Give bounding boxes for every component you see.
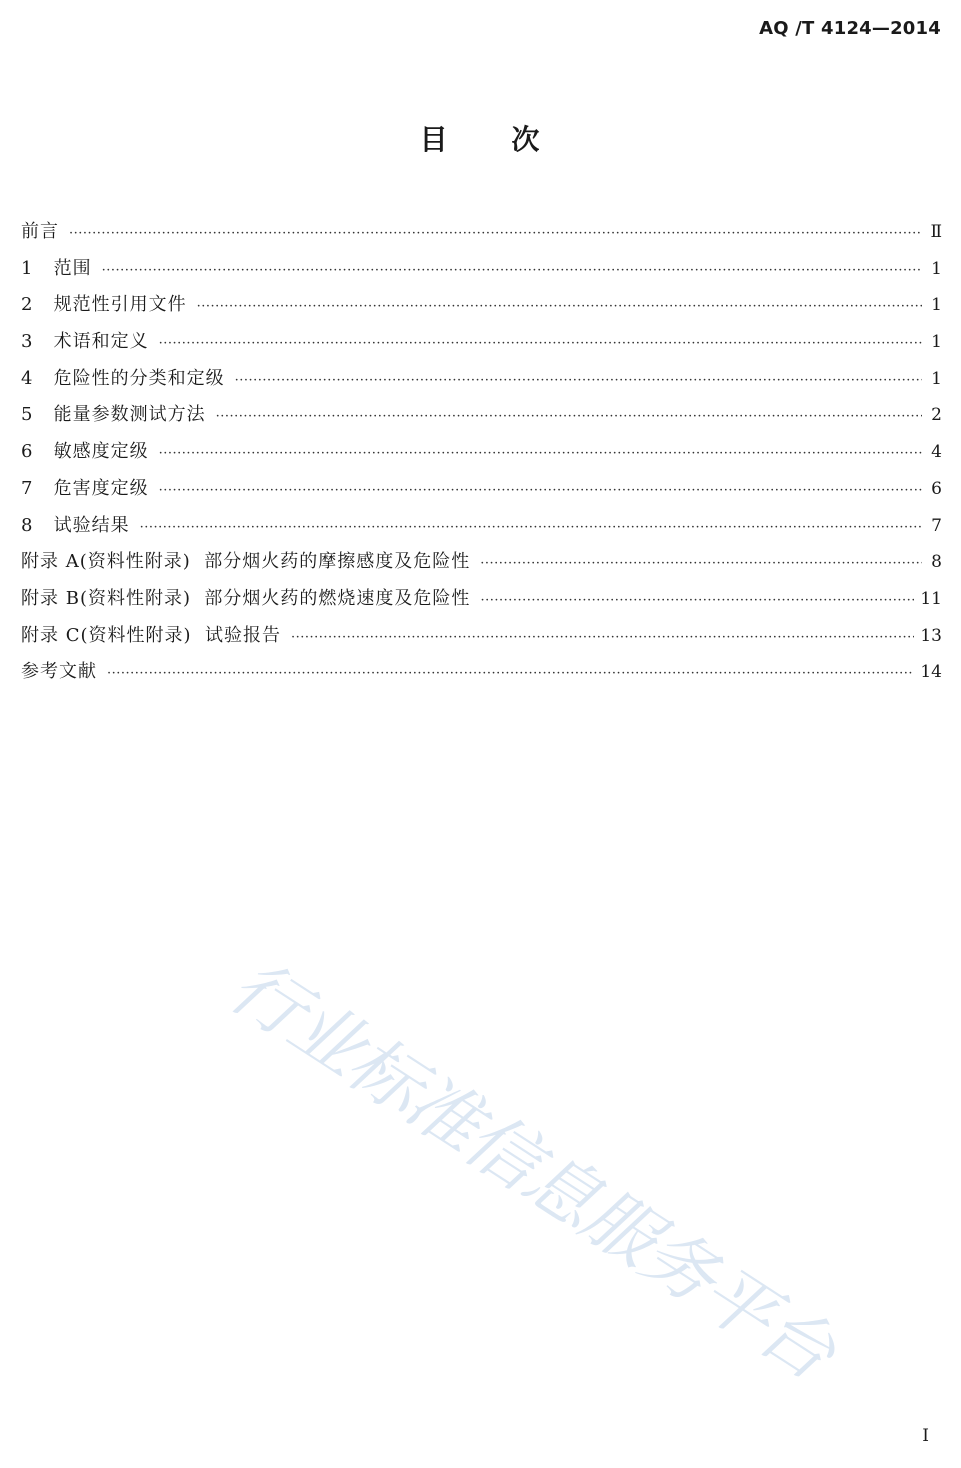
toc-dot-leader bbox=[235, 361, 922, 398]
toc-label: 1 范围 bbox=[21, 257, 92, 279]
toc-label: 前言 bbox=[21, 221, 59, 242]
standard-code: AQ /T 4124—2014 bbox=[759, 18, 941, 39]
toc-page-number: 7 bbox=[931, 515, 942, 536]
toc-label: 3 术语和定义 bbox=[21, 331, 149, 353]
toc-page-number: Ⅱ bbox=[930, 222, 942, 242]
toc-dot-leader bbox=[480, 581, 914, 618]
toc-page-number: 8 bbox=[931, 552, 942, 573]
toc-dot-leader bbox=[140, 508, 922, 545]
toc-dot-leader bbox=[159, 471, 922, 508]
toc-dot-leader bbox=[216, 397, 922, 434]
toc-entry-test-methods[interactable] bbox=[21, 397, 942, 434]
toc-page-number: 11 bbox=[920, 588, 942, 609]
toc-label: 附录 A(资料性附录) 部分烟火药的摩擦感度及危险性 bbox=[21, 551, 471, 573]
toc-page-number: 6 bbox=[931, 478, 942, 499]
toc-page-number: 1 bbox=[931, 368, 942, 389]
toc-dot-leader bbox=[107, 654, 914, 691]
toc-page-number: 1 bbox=[931, 332, 942, 353]
toc-page-number: 2 bbox=[931, 405, 942, 426]
toc-label: 4 危险性的分类和定级 bbox=[21, 367, 225, 389]
toc-entry-classification[interactable] bbox=[21, 361, 942, 398]
toc-entry-annex-a[interactable] bbox=[21, 544, 942, 581]
toc-page-number: 13 bbox=[920, 625, 942, 646]
toc-page-number: 14 bbox=[920, 662, 942, 683]
toc-page-number: 1 bbox=[931, 258, 942, 279]
toc-dot-leader bbox=[197, 287, 922, 324]
toc-label: 参考文献 bbox=[21, 661, 97, 683]
toc-dot-leader bbox=[159, 434, 922, 471]
toc-entry-annex-b[interactable] bbox=[21, 581, 942, 618]
toc-label: 5 能量参数测试方法 bbox=[21, 404, 206, 426]
toc-entry-annex-c[interactable] bbox=[21, 618, 942, 655]
toc-entry-terms[interactable] bbox=[21, 324, 942, 361]
toc-entry-bibliography[interactable] bbox=[21, 654, 942, 691]
toc-entry-results[interactable] bbox=[21, 508, 942, 545]
toc-page-number: 4 bbox=[931, 442, 942, 463]
toc-label: 7 危害度定级 bbox=[21, 477, 149, 499]
toc-dot-leader bbox=[291, 618, 914, 655]
toc-page-number: 1 bbox=[931, 295, 942, 316]
toc-dot-leader bbox=[102, 251, 922, 288]
table-of-contents bbox=[21, 214, 942, 691]
page-title: 目 次 bbox=[419, 123, 542, 156]
toc-dot-leader bbox=[480, 544, 922, 581]
toc-entry-hazard[interactable] bbox=[21, 471, 942, 508]
toc-label: 附录 B(资料性附录) 部分烟火药的燃烧速度及危险性 bbox=[21, 587, 471, 609]
toc-dot-leader bbox=[69, 214, 922, 251]
toc-label: 附录 C(资料性附录) 试验报告 bbox=[21, 624, 281, 646]
toc-dot-leader bbox=[159, 324, 922, 361]
watermark: 行业标准信息服务平台 bbox=[215, 943, 849, 1396]
toc-entry-sensitivity[interactable] bbox=[21, 434, 942, 471]
toc-entry-scope[interactable] bbox=[21, 251, 942, 288]
page-folio: Ⅰ bbox=[922, 1426, 929, 1446]
toc-label: 6 敏感度定级 bbox=[21, 441, 149, 463]
toc-entry-normative-references[interactable] bbox=[21, 287, 942, 324]
toc-label: 8 试验结果 bbox=[21, 514, 130, 536]
toc-entry-foreword[interactable] bbox=[21, 214, 942, 251]
toc-label: 2 规范性引用文件 bbox=[21, 294, 187, 316]
